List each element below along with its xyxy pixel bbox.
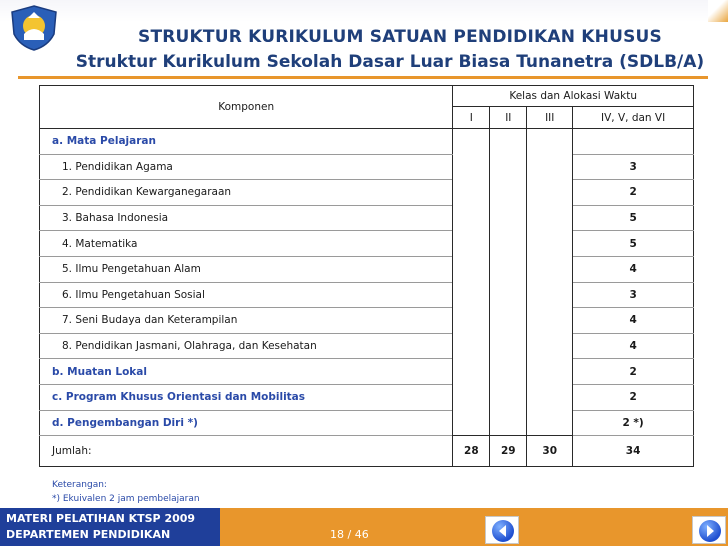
row-label: 2. Pendidikan Kewarganegaraan — [40, 180, 453, 206]
table-row — [40, 410, 694, 436]
page-number: 18 / 46 — [330, 528, 369, 541]
row-value: 2 — [573, 180, 694, 206]
page-subtitle: Struktur Kurikulum Sekolah Dasar Luar Biasa Tunanetra (SDLB/A) — [75, 52, 705, 72]
next-button[interactable] — [692, 516, 726, 544]
title-divider — [18, 76, 708, 79]
table-row — [40, 256, 694, 282]
section-label: a. Mata Pelajaran — [40, 129, 453, 155]
row-value: 2 — [573, 384, 694, 410]
footer-line1: MATERI PELATIHAN KTSP 2009 — [6, 512, 196, 525]
row-value: 2 *) — [573, 410, 694, 436]
total-grade-4-6: 34 — [573, 436, 694, 467]
table-row — [40, 359, 694, 385]
header-grade-1: I — [453, 107, 490, 129]
total-grade-3: 30 — [527, 436, 573, 467]
row-label: 1. Pendidikan Agama — [40, 154, 453, 180]
row-value: 5 — [573, 231, 694, 257]
row-value: 3 — [573, 282, 694, 308]
row-value: 4 — [573, 333, 694, 359]
row-value: 4 — [573, 256, 694, 282]
row-value: 4 — [573, 308, 694, 334]
header-kelas: Kelas dan Alokasi Waktu — [453, 86, 694, 107]
page-title: STRUKTUR KURIKULUM SATUAN PENDIDIKAN KHUSUS — [138, 27, 662, 47]
row-value — [573, 129, 694, 155]
row-label: 8. Pendidikan Jasmani, Olahraga, dan Kesehatan — [40, 333, 453, 359]
header-grade-4-6: IV, V, dan VI — [573, 107, 694, 129]
section-label: d. Pengembangan Diri *) — [40, 410, 453, 436]
table-row — [40, 205, 694, 231]
row-value: 3 — [573, 154, 694, 180]
header-komponen: Komponen — [40, 86, 453, 129]
footer-line2: DEPARTEMEN PENDIDIKAN NASIONAL — [6, 528, 171, 557]
table-row — [40, 282, 694, 308]
table-row — [40, 231, 694, 257]
total-grade-1: 28 — [453, 436, 490, 467]
table-row — [40, 154, 694, 180]
row-value: 2 — [573, 359, 694, 385]
table-row — [40, 384, 694, 410]
table-row — [40, 308, 694, 334]
previous-button[interactable] — [485, 516, 519, 544]
note — [52, 478, 200, 506]
table-row — [40, 333, 694, 359]
total-label: Jumlah: — [40, 436, 453, 467]
row-label: 3. Bahasa Indonesia — [40, 205, 453, 231]
note-line: *) Ekuivalen 2 jam pembelajaran — [52, 494, 200, 504]
row-label: 6. Ilmu Pengetahuan Sosial — [40, 282, 453, 308]
header-grade-3: III — [527, 107, 573, 129]
row-value: 5 — [573, 205, 694, 231]
table-row — [40, 180, 694, 206]
section-label: b. Muatan Lokal — [40, 359, 453, 385]
next-arrow-icon — [699, 520, 721, 542]
total-grade-2: 29 — [490, 436, 527, 467]
ministry-logo — [8, 4, 60, 52]
row-label: 7. Seni Budaya dan Keterampilan — [40, 308, 453, 334]
row-label: 5. Ilmu Pengetahuan Alam — [40, 256, 453, 282]
row-label: 4. Matematika — [40, 231, 453, 257]
top-bar — [0, 0, 728, 22]
total-row — [40, 436, 694, 467]
footer-info — [0, 508, 220, 557]
note-title: Keterangan: — [52, 480, 107, 490]
section-label: c. Program Khusus Orientasi dan Mobilitas — [40, 384, 453, 410]
table-row — [40, 129, 694, 155]
corner-decoration — [708, 0, 728, 22]
previous-arrow-icon — [492, 520, 514, 542]
curriculum-table — [39, 85, 694, 467]
header-grade-2: II — [490, 107, 527, 129]
